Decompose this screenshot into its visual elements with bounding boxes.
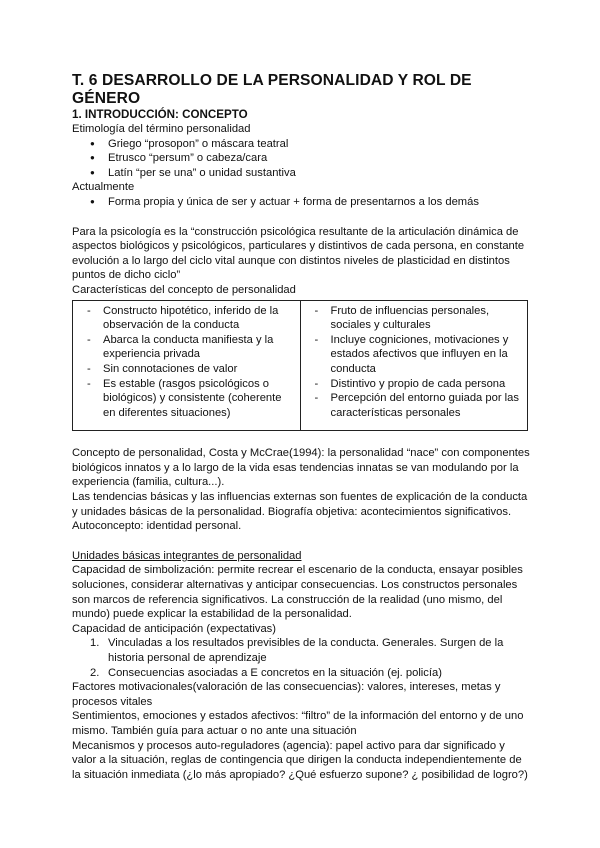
- etimologia-item-etrusco: ● Etrusco “persum” o cabeza/cara: [72, 151, 530, 166]
- document-title: T. 6 DESARROLLO DE LA PERSONALIDAD Y ROL DE GÉNERO: [72, 72, 472, 107]
- item-text: Consecuencias asociadas a E concretos en la situación (ej. policía): [108, 666, 442, 679]
- costa-mccrae-paragraph: Concepto de personalidad, Costa y McCrae(1994): la personalidad “nace” con componentes biológicos innatos y a lo largo de la vida esas tendencias innatas se van modulando por la experiencia (familia, cultura...).: [72, 447, 530, 489]
- table-item: - Incluye cogniciones, motivaciones y estados afectivos que influyen en la conducta: [305, 333, 524, 377]
- anticipacion-item: [72, 636, 530, 665]
- anticipacion-list: [72, 636, 530, 680]
- table-item: - Es estable (rasgos psicológicos o biológicos) y consistente (coherente en diferentes situaciones): [77, 377, 296, 421]
- motivacionales-paragraph: Factores motivacionales(valoración de las consecuencias): valores, intereses, metas y procesos vitales: [72, 681, 501, 708]
- actualmente-item: ● Forma propia y única de ser y actuar + forma de presentarnos a los demás: [72, 195, 530, 210]
- item-number: 1.: [90, 637, 100, 650]
- etimologia-label: Etimología del término personalidad: [72, 123, 251, 135]
- actualmente-list: [72, 195, 530, 210]
- table-item: - Fruto de influencias personales, sociales y culturales: [305, 304, 524, 333]
- section-heading-introduccion: 1. INTRODUCCIÓN: CONCEPTO: [72, 108, 248, 121]
- item-number: 2.: [90, 666, 100, 679]
- anticipacion-label: Capacidad de anticipación (expectativas): [72, 622, 276, 635]
- etimologia-item-griego: ● Griego “prosopon” o máscara teatral: [72, 137, 530, 152]
- mecanismos-paragraph: Mecanismos y procesos auto-reguladores (agencia): papel activo para dar significado y valor a la situación, reglas de contingencia que dirigen la conducta independientemente de la situación inmediata (¿lo más apropiado? ¿Qué esfuerzo supone? ¿ posibilidad de logro?): [72, 739, 528, 781]
- simbolizacion-paragraph: Capacidad de simbolización: permite recrear el escenario de la conducta, ensayar posibles soluciones, considerar alternativas y anticipar consecuencias. Los constructos personales son marcos de referencia significativos. La construcción de la realidad (uno mismo, del mundo) puede explicar la estabilidad de la personalidad.: [72, 564, 523, 621]
- table-cell-right: [300, 300, 528, 431]
- psicologia-paragraph: Para la psicología es la “construcción psicológica resultante de la articulación dinámica de aspectos biológicos y psicológicos, particulares y distintivos de cada persona, en constante evolución a lo largo del ciclo vital aunque con distintos niveles de plasticidad en distintos puntos de dicho ciclo”: [72, 225, 525, 282]
- tendencias-paragraph: Las tendencias básicas y las influencias externas son fuentes de explicación de la conducta y unidades básicas de la personalidad. Biografía objetiva: acontecimientos significativos.: [72, 491, 528, 518]
- actualmente-label: Actualmente: [72, 181, 135, 194]
- autoconcepto-line: Autoconcepto: identidad personal.: [72, 520, 242, 533]
- table-item: - Distintivo y propio de cada persona: [305, 377, 524, 392]
- table-item: - Constructo hipotético, inferido de la observación de la conducta: [77, 304, 296, 333]
- caracteristicas-label: Características del concepto de personalidad: [72, 283, 296, 296]
- anticipacion-item: [72, 666, 530, 681]
- caracteristicas-table: [72, 300, 528, 432]
- table-item: - Abarca la conducta manifiesta y la experiencia privada: [77, 333, 296, 362]
- item-text: Vinculadas a los resultados previsibles de la conducta. Generales. Surgen de la historia personal de aprendizaje: [108, 637, 504, 664]
- sentimientos-paragraph: Sentimientos, emociones y estados afectivos: “filtro” de la información del entorno y de uno mismo. También guía para actuar o no ante una situación: [72, 710, 524, 737]
- etimologia-item-latin: ● Latín “per se una” o unidad sustantiva: [72, 166, 530, 181]
- table-cell-left: [73, 300, 301, 431]
- unidades-heading: Unidades básicas integrantes de personalidad: [72, 549, 302, 562]
- etimologia-list: [72, 137, 530, 181]
- table-item: - Sin connotaciones de valor: [77, 362, 296, 377]
- table-item: - Percepción del entorno guiada por las características personales: [305, 391, 524, 420]
